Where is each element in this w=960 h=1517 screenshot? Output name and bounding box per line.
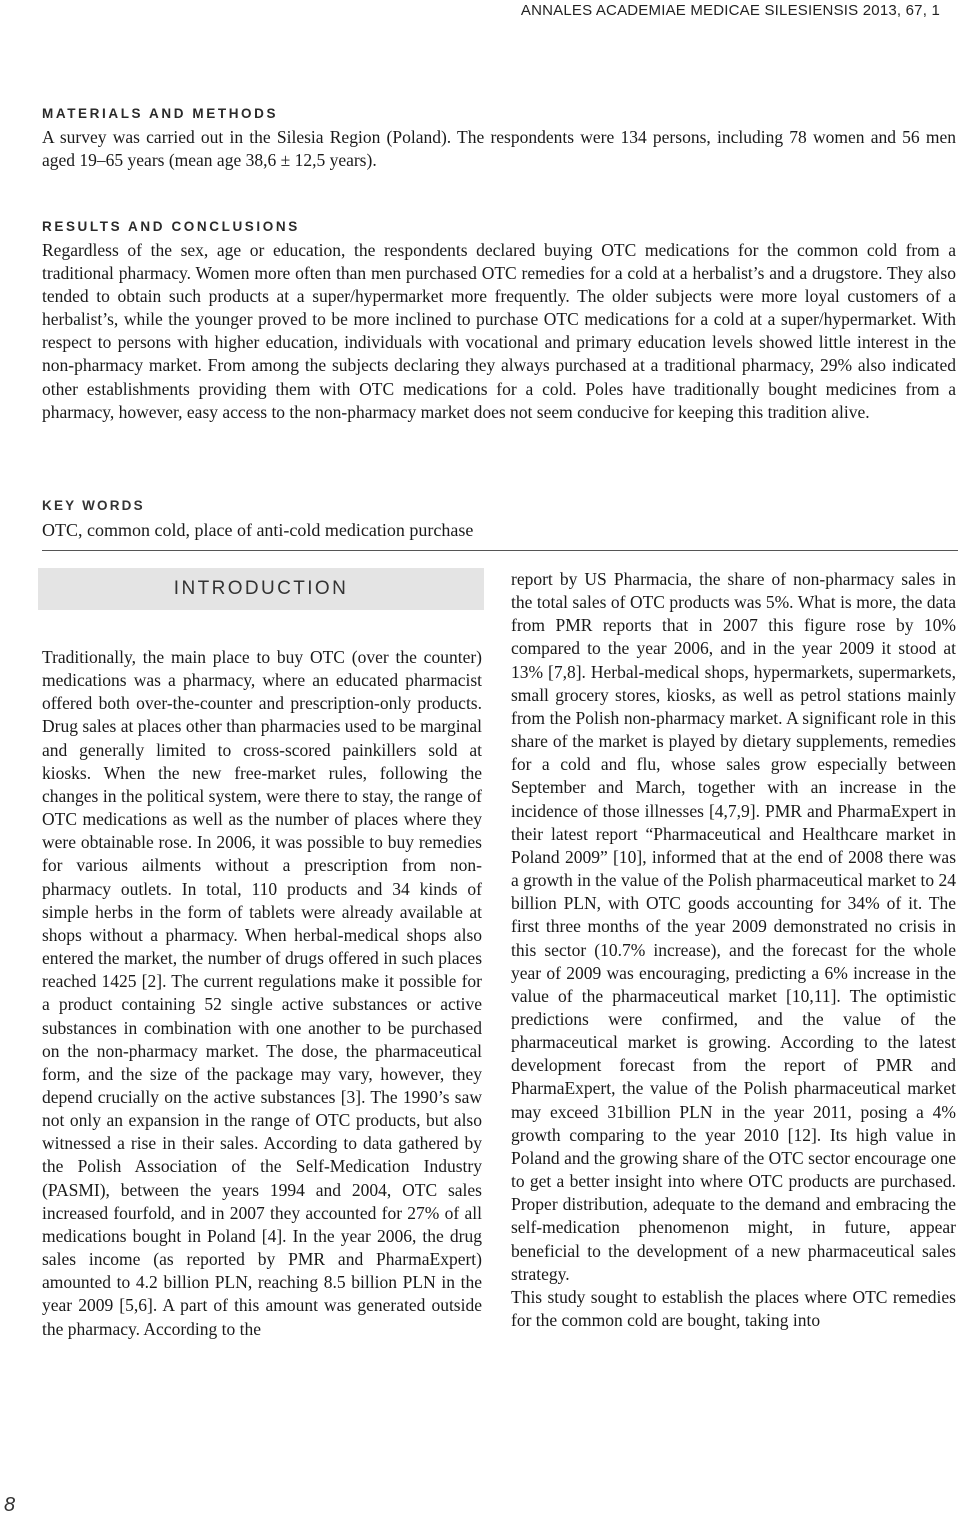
page-number: 8 <box>4 1494 16 1516</box>
introduction-left-text: Traditionally, the main place to buy OTC (over the counter) medications was a pharmacy, where an educated pharmacist offered both over-the-counter and prescription-only products. Drug sales at places other than pharmacies used to be marginal and generally limited to cross-scored painkillers sold at kiosks. When the new free-market rules, following the changes in the political system, were there to stay, the range of OTC medications as well as the number of places where they were obtainable rose. In 2006, it was possible to buy remedies for various ailments without a prescription from non-pharmacy outlets. In total, 110 products and 34 kinds of simple herbs in the form of tablets were already available at shops without a pharmacy. When herbal-medical shops also entered the market, the number of drugs offered in such places reached 1425 [2]. The current regulations make it possible for a product containing 52 single active substances or active substances in combination with one another to be purchased on the non-pharmacy market. The dose, the pharmaceutical form, and the size of the package may vary, however, they depend crucially on the active substances [3]. The 1990’s saw not only an expansion in the range of OTC products, but also witnessed a rise in their sales. According to data gathered by the Polish Association of the Self-Medication Industry (PASMI), between the years 1994 and 2004, OTC sales increased fourfold, and in 2007 they accounted for 27% of all medications bought in Poland [4]. In the year 2006, the drug sales income (as reported by PMR and PharmaExpert) amounted to 4.2 billion PLN, reaching 8.5 billion PLN in the year 2009 [5,6]. A part of this amount was generated outside the pharmacy. According to the <box>42 647 482 1339</box>
results-and-conclusions-section <box>42 219 956 424</box>
introduction-heading: INTRODUCTION <box>173 578 349 599</box>
key-words-divider <box>42 550 958 551</box>
introduction-right-paragraph-1: report by US Pharmacia, the share of non-pharmacy sales in the total sales of OTC products was 5%. What is more, the data from PMR reports that in 2007 this figure rose by 10% compared to the year 2006, and in the year 2009 it stood at 13% [7,8]. Herbal-medical shops, hypermarkets, supermarkets, small grocery stores, kiosks, as well as petrol stations mainly from the Polish non-pharmacy market. A significant role in this share of the market is played by dietary supplements, remedies for a cold and flu, whose sales grow especially between September and March, together with an increase in the incidence of those illnesses [4,7,9]. PMR and PharmaExpert in their latest report “Pharmaceutical and Healthcare market in Poland 2009” [10], informed that at the end of 2008 there was a growth in the value of the Polish pharmaceutical market to 24 billion PLN, with OTC goods accounting for 34% of it. The first three months of the year 2009 demonstrated no crisis in this sector (10.7% increase), and the forecast for the whole year of 2009 was encouraging, predicting a 6% increase in the value of the pharmaceutical market [10,11]. The optimistic predictions were confirmed, and the value of the pharmaceutical market is growing. According to the latest development forecast from the report of PMR and PharmaExpert, the value of the Polish pharmaceutical market may exceed 31billion PLN in the year 2011, posing a 4% growth comparing to the year 2010 [12]. Its high value in Poland and the growing share of the OTC sector encourage one to get a better insight into where OTC products are purchased. Proper distribution, adequate to the demand and embracing the self-medication phenomenon might, in future, appear beneficial to the development of a new pharmaceutical sales strategy. <box>511 569 956 1284</box>
materials-and-methods-heading: MATERIALS AND METHODS <box>42 106 279 121</box>
running-head: ANNALES ACADEMIAE MEDICAE SILESIENSIS 2013, 67, 1 <box>520 2 940 19</box>
key-words-text: OTC, common cold, place of anti-cold medication purchase <box>42 520 474 540</box>
introduction-right-column <box>511 568 956 1332</box>
results-and-conclusions-text: Regardless of the sex, age or education, the respondents declared buying OTC medications for the common cold from a traditional pharmacy. Women more often than men purchased OTC remedies for a cold at a herbalist’s and a drugstore. They also tended to obtain such products at a super/hypermarket more frequently. The older subjects were more loyal customers of a herbalist’s, while the younger proved to be more inclined to purchase OTC medications for a cold at a super/hypermarket. With respect to persons with higher education, individuals with vocational and primary education levels showed little interest in the non-pharmacy market. From among the subjects declaring they always purchased at a traditional pharmacy, 29% also indicated other establishments providing them with OTC medications for a cold. Poles have traditionally bought medicines from a pharmacy, however, easy access to the non-pharmacy market does not seem conducive for keeping this tradition alive. <box>42 240 956 422</box>
results-and-conclusions-heading: RESULTS AND CONCLUSIONS <box>42 219 300 234</box>
introduction-heading-box <box>38 568 484 610</box>
introduction-left-column <box>42 646 482 1341</box>
materials-and-methods-section <box>42 106 956 172</box>
materials-and-methods-text: A survey was carried out in the Silesia Region (Poland). The respondents were 134 persons, including 78 women and 56 men aged 19–65 years (mean age 38,6 ± 12,5 years). <box>42 127 956 171</box>
key-words-section <box>42 498 956 542</box>
introduction-right-paragraph-2: This study sought to establish the places where OTC remedies for the common cold are bought, taking into <box>511 1286 956 1330</box>
key-words-heading: KEY WORDS <box>42 498 145 513</box>
